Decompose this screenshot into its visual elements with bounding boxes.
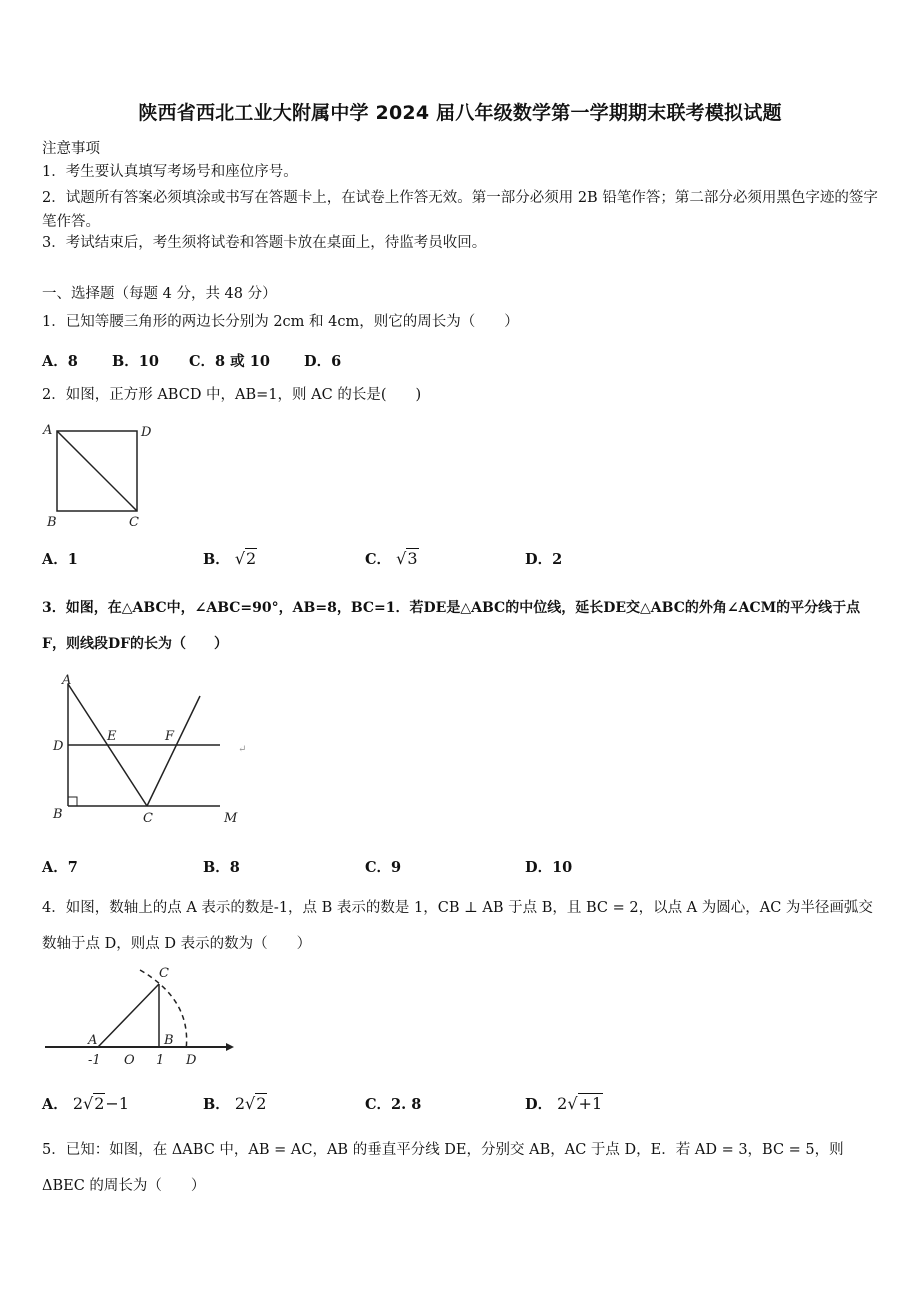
option-c: C．8 或 10 xyxy=(189,353,270,370)
label-a: A xyxy=(62,673,72,688)
question-3-stem: 3．如图，在△ABC中，∠ABC=90°，AB=8，BC=1．若DE是△ABC的中位线，延长DE交△ABC的外角∠ACM的平分线于点F，则线段DF的长为（ ） xyxy=(42,600,861,652)
label-e: E xyxy=(107,729,117,744)
radicand: 2 xyxy=(94,1094,105,1113)
question-4-options xyxy=(42,1093,682,1117)
option-c: C．9 xyxy=(365,859,402,876)
number-line-figure xyxy=(42,960,242,1072)
option-a-label: A． xyxy=(42,1096,68,1113)
option-a: A．8 xyxy=(42,353,78,370)
sqrt-expression: 2√2 xyxy=(234,1094,267,1113)
label-c: C xyxy=(159,966,169,981)
label-d: D xyxy=(141,425,152,440)
notice-item: 1．考生要认真填写考场号和座位序号。 xyxy=(42,164,298,180)
segment-ac xyxy=(98,984,159,1047)
notice-item: 2．试题所有答案必须填涂或书写在答题卡上，在试卷上作答无效。第一部分必须用 2B 铅笔作答；第二部分必须用黑色字迹的签字笔作答。 xyxy=(42,190,878,230)
label-b: B xyxy=(164,1033,174,1048)
sqrt-expression: 2√2−1 xyxy=(72,1094,129,1113)
constant-term: −1 xyxy=(105,1094,129,1113)
radicand: +1 xyxy=(578,1094,603,1113)
label-d: D xyxy=(186,1053,197,1068)
square-abcd-figure xyxy=(38,420,168,535)
option-d-label: D． xyxy=(525,1096,553,1113)
label-f: F xyxy=(165,729,175,744)
question-2-options xyxy=(42,548,642,572)
option-d: D．2 xyxy=(525,551,563,568)
sqrt-expression: √3 xyxy=(396,549,418,568)
question-5-stem: 5．已知：如图，在 ΔABC 中，AB = AC，AB 的垂直平分线 DE，分别交 AB，AC 于点 D，E．若 AD = 3，BC = 5，则 ΔBEC 的周长为（ ） xyxy=(42,1142,844,1194)
option-d: D．10 xyxy=(525,859,573,876)
question-4-stem: 4．如图，数轴上的点 A 表示的数是-1，点 B 表示的数是 1，CB ⊥ AB 于点 B，且 BC = 2，以点 A 为圆心，AC 为半径画弧交数轴于点 D，则点 D 表示的数为（ ） xyxy=(42,900,873,952)
option-b xyxy=(203,548,257,569)
coefficient: 2 xyxy=(72,1094,84,1113)
axis-arrow xyxy=(226,1043,234,1051)
option-c-label: C． xyxy=(365,551,392,568)
option-c xyxy=(365,548,419,569)
diagonal-ac xyxy=(57,431,137,511)
label-b: B xyxy=(53,807,63,822)
notice-item: 3．考试结束后，考生须将试卷和答题卡放在桌面上，待监考员收回。 xyxy=(42,235,487,251)
option-c: C．2. 8 xyxy=(365,1096,422,1113)
return-mark-icon: ↵ xyxy=(238,744,247,755)
option-b-label: B． xyxy=(203,551,230,568)
sqrt-expression: √2 xyxy=(234,549,257,568)
option-d xyxy=(525,1093,603,1114)
label-a: A xyxy=(43,423,53,438)
option-d: D．6 xyxy=(304,353,342,370)
question-2-stem: 2．如图，正方形 ABCD 中，AB=1，则 AC 的长是( ) xyxy=(42,387,422,403)
option-b: B．8 xyxy=(203,859,240,876)
option-b-label: B． xyxy=(203,1096,230,1113)
label-m: M xyxy=(224,811,238,826)
page-title: 陕西省西北工业大附属中学 2024 届八年级数学第一学期期末联考模拟试题 xyxy=(138,102,782,124)
tick-label-1: 1 xyxy=(156,1053,165,1068)
label-c: C xyxy=(143,811,153,826)
label-c: C xyxy=(129,515,139,530)
right-angle-mark xyxy=(68,797,77,806)
coefficient: 2 xyxy=(234,1094,246,1113)
tick-label-o: O xyxy=(124,1053,135,1068)
label-b: B xyxy=(47,515,57,530)
option-a: A．1 xyxy=(42,551,78,568)
label-d: D xyxy=(53,739,64,754)
radicand: 2 xyxy=(256,1094,267,1113)
sqrt-expression: 2√+1 xyxy=(557,1094,603,1113)
radicand: 3 xyxy=(407,549,418,568)
notice-heading: 注意事项 xyxy=(42,141,100,157)
radicand: 2 xyxy=(246,549,257,568)
triangle-midline-figure xyxy=(44,668,254,833)
tick-label-neg1: -1 xyxy=(88,1053,101,1068)
question-1-stem: 1．已知等腰三角形的两边长分别为 2cm 和 4cm，则它的周长为（ ） xyxy=(42,314,519,330)
option-b: B．10 xyxy=(112,353,159,370)
bisector-cf xyxy=(147,696,200,806)
section-heading: 一、选择题（每题 4 分，共 48 分） xyxy=(42,286,277,302)
option-b xyxy=(203,1093,267,1114)
label-a: A xyxy=(88,1033,98,1048)
option-a xyxy=(42,1093,129,1114)
option-a: A．7 xyxy=(42,859,78,876)
coefficient: 2 xyxy=(557,1094,568,1113)
